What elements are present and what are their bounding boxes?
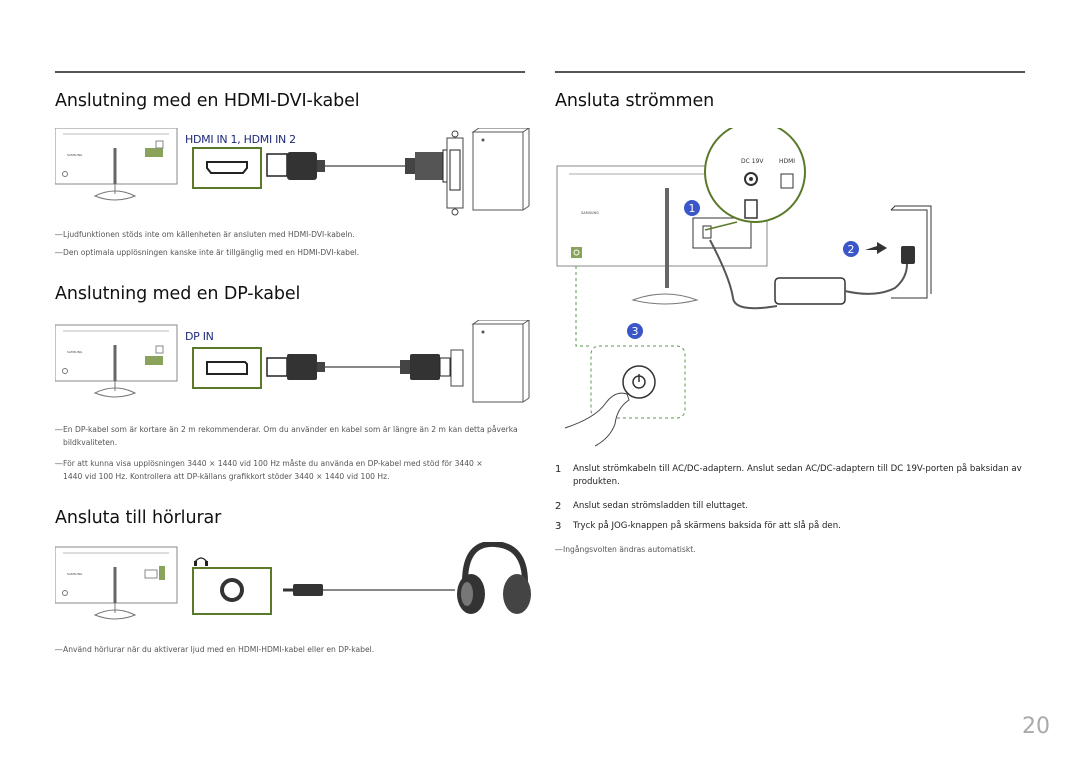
brand-text: SAMSUNG [581,211,599,215]
power-note [555,543,1025,556]
monitor-back-icon [55,325,177,397]
note-dash: ― [55,645,63,654]
note-text: En DP-kabel som är kortare än 2 m rekommenderar. Om du använder en kabel som är längre än 2 m kan detta påverka bildkvaliteten. [63,425,518,447]
hdmi-plug-icon [267,152,325,180]
left-top-rule [55,71,525,73]
audio-plug-icon [283,584,323,596]
dp-port-label: DP IN [185,330,214,343]
svg-text:SAMSUNG: SAMSUNG [67,572,83,576]
step-text: Anslut strömkabeln till AC/DC-adaptern. Anslut sedan AC/DC-adaptern till DC 19V-porten på baksidan av produkten. [573,464,1022,487]
step-number: 2 [555,501,562,512]
note-text: Ingångsvolten ändras automatiskt. [563,545,696,554]
headphones-heading: Ansluta till hörlurar [55,508,222,528]
right-top-rule [555,71,1025,73]
hdmi-zoom-label: HDMI [779,158,796,165]
monitor-back-icon [55,128,177,200]
dvi-port-icon [447,131,463,215]
hdmi-port-icon [193,148,261,188]
dp-diagram [55,320,535,410]
note-text: Den optimala upplösningen kanske inte är tillgänglig med en HDMI-DVI-kabel. [63,248,360,257]
dp-heading: Anslutning med en DP-kabel [55,284,301,304]
step-number: 1 [555,464,562,475]
step-text: Tryck på JOG-knappen på skärmens baksida för att slå på den. [573,521,841,531]
step-badge-2-icon [843,241,859,257]
dp-plug-icon [267,354,325,380]
step-text: Anslut sedan strömsladden till eluttaget. [573,501,748,511]
pc-tower-icon [473,320,529,402]
power-step-1 [555,463,1025,489]
note-text: Använd hörlurar när du aktiverar ljud med en HDMI-HDMI-kabel eller en DP-kabel. [63,645,375,654]
dp-note-1 [55,423,530,449]
note-dash: ― [555,545,563,554]
note-dash: ― [55,248,63,257]
power-step-3 [555,520,1025,533]
headphone-jack-icon [193,568,271,614]
note-dash: ― [55,459,63,468]
hdmi-port-label: HDMI IN 1, HDMI IN 2 [185,133,296,146]
power-diagram [555,128,935,458]
headphones-diagram [55,542,535,632]
hdmi-note-2 [55,246,525,259]
headphones-note-1 [55,643,525,656]
note-text: Ljudfunktionen stöds inte om källenheten är ansluten med HDMI-DVI-kabeln. [63,230,355,239]
wall-outlet-icon [891,206,931,298]
svg-text:SAMSUNG: SAMSUNG [67,153,83,157]
headphone-symbol-icon [194,558,208,566]
dp-port-icon [193,348,261,388]
badge-1-text: 1 [688,202,696,215]
dc-label: DC 19V [741,158,764,165]
note-text: För att kunna visa upplösningen 3440 × 1440 vid 100 Hz måste du använda en DP-kabel med stöd för 3440 × 1440 vid 100 Hz. Kontrollera att DP-källans grafikkort stöder 3440 × 1440 vid 100 Hz. [63,459,483,481]
pc-tower-icon [473,128,529,210]
note-dash: ― [55,230,63,239]
arrow-icon [865,242,887,254]
dp-plug-right-icon [400,354,450,380]
dp-note-2 [55,457,495,483]
step-number: 3 [555,521,562,532]
badge-2-text: 2 [847,243,855,256]
hdmi-dvi-diagram [55,128,535,218]
note-dash: ― [55,425,63,434]
hdmi-dvi-heading: Anslutning med en HDMI-DVI-kabel [55,91,360,111]
pc-port-icon [451,350,463,386]
page-number: 20 [1022,714,1050,739]
monitor-back-icon [55,547,177,619]
badge-3-text: 3 [631,325,639,338]
power-heading: Ansluta strömmen [555,91,715,111]
power-step-2 [555,500,1025,513]
step-badge-1-icon [684,200,700,216]
svg-text:SAMSUNG: SAMSUNG [67,350,83,354]
hdmi-note-1 [55,228,525,241]
headphones-icon [457,544,531,614]
jog-button-icon [565,346,685,446]
step-badge-3-icon [627,323,643,339]
